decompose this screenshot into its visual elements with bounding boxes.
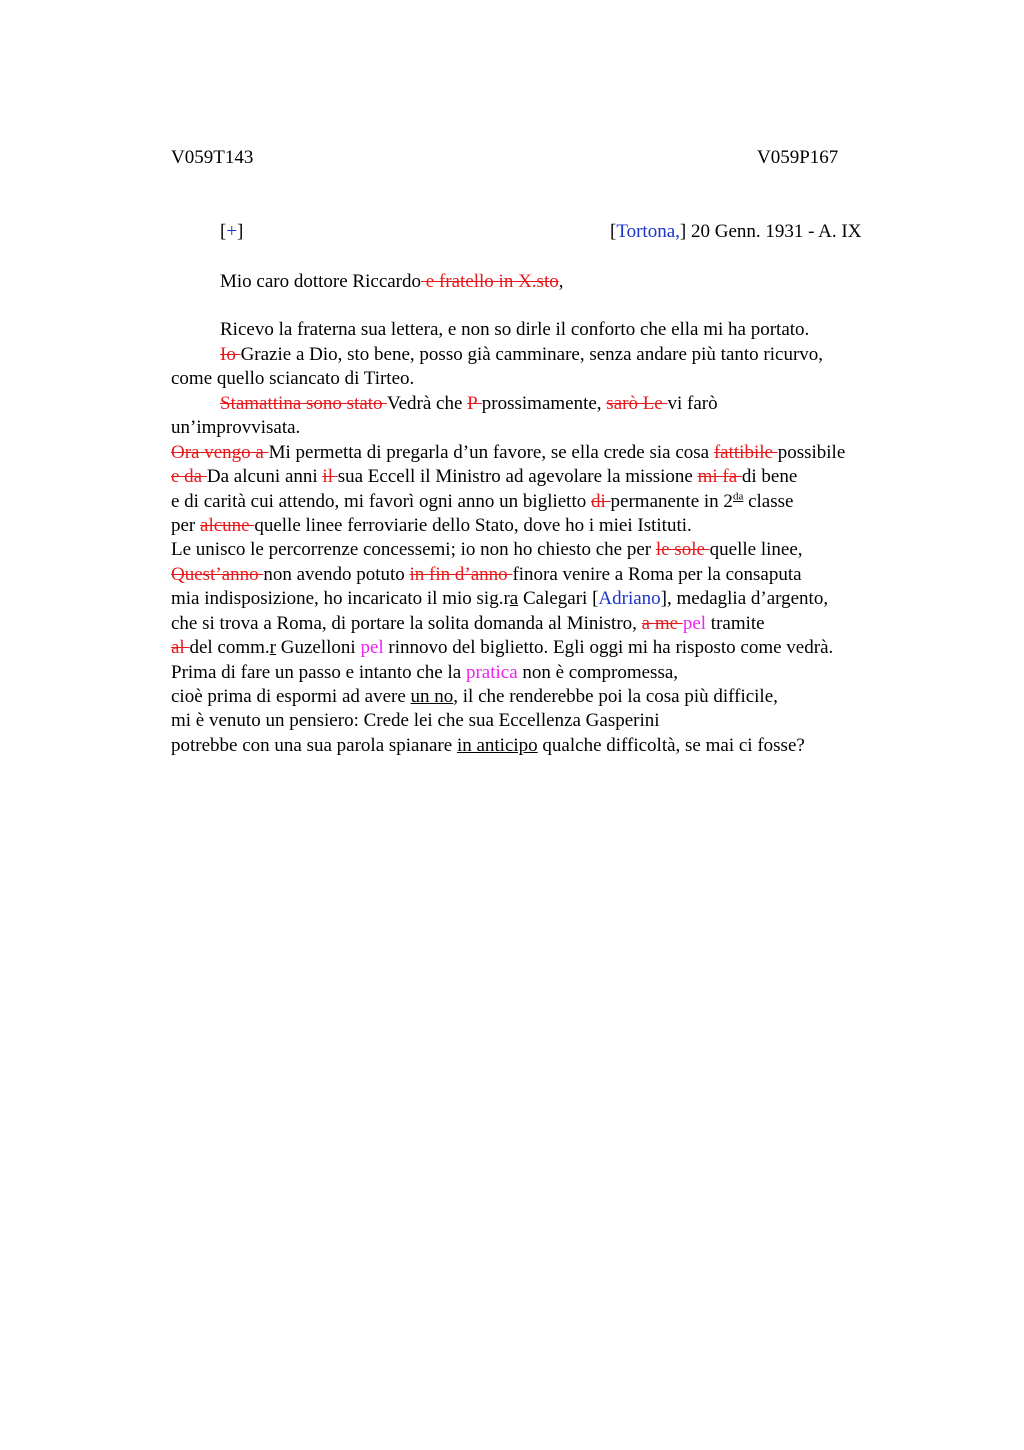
text: finora venire a Roma per la consaputa	[512, 564, 802, 585]
salutation-text: Mio caro dottore Riccardo	[220, 271, 422, 292]
text: quelle linee ferroviarie dello Stato, dove ho i miei Istituti.	[254, 515, 692, 536]
line-3	[171, 367, 414, 391]
text: tramite	[706, 613, 765, 634]
text: che si trova a Roma, di portare la solita domanda al Ministro,	[171, 613, 642, 634]
salutation-comma: ,	[558, 271, 564, 292]
text: Vedrà che	[386, 393, 468, 414]
line-15	[171, 661, 678, 685]
deleted-text: in fin d’anno	[409, 564, 513, 585]
text: Guzelloni	[276, 637, 361, 658]
text: Da alcuni anni	[206, 466, 323, 487]
text: cioè prima di espormi ad avere	[171, 686, 411, 707]
text: e di carità cui attendo, mi favorì ogni anno un biglietto	[171, 491, 591, 512]
text: qualche difficoltà, se mai ci fosse?	[537, 735, 805, 756]
deleted-text: mi fa	[697, 466, 742, 487]
line-11	[171, 563, 802, 587]
deleted-text: fattibile	[713, 442, 778, 463]
text: Mi permetta di pregarla d’un favore, se ella crede sia cosa	[268, 442, 714, 463]
line-16	[171, 685, 778, 709]
line-12	[171, 587, 828, 611]
text: come quello sciancato di Tirteo.	[171, 368, 415, 389]
text: di bene	[741, 466, 798, 487]
place-close: ]	[679, 221, 687, 242]
underlined-text: a	[509, 588, 519, 609]
date-text: 20 Genn. 1931 - A. IX	[686, 221, 862, 242]
line-5	[171, 416, 300, 440]
inserted-text: pel	[360, 637, 384, 658]
header-left-code: V059T143	[171, 147, 254, 168]
underlined-text: un no	[410, 686, 454, 707]
text: per	[171, 515, 201, 536]
underlined-text: in anticipo	[456, 735, 538, 756]
line-10	[171, 538, 803, 562]
deleted-text: di	[591, 491, 611, 512]
text: non avendo potuto	[263, 564, 410, 585]
text: Grazie a Dio, sto bene, posso già camminare, senza andare più tanto ricurvo,	[240, 344, 824, 365]
text: mia indisposizione, ho incaricato il mio sig.r	[171, 588, 510, 609]
line-4	[220, 392, 718, 416]
cross-open: [	[220, 221, 227, 242]
line-13	[171, 612, 765, 636]
header-right-code: V059P167	[757, 147, 839, 168]
deleted-text: Quest’anno	[171, 564, 264, 585]
deleted-text: sarò Le	[606, 393, 668, 414]
line-18	[171, 734, 805, 758]
text: quelle linee,	[709, 539, 803, 560]
deleted-text: al	[171, 637, 190, 658]
text: sua Eccell il Ministro ad agevolare la missione	[337, 466, 698, 487]
underlined-text: r	[269, 637, 276, 658]
editorial-text: Adriano	[598, 588, 661, 609]
text: vi farò	[667, 393, 718, 414]
line-7	[171, 465, 797, 489]
line-1	[220, 318, 809, 342]
deleted-text: a me	[641, 613, 683, 634]
text: Calegari [	[518, 588, 599, 609]
line-9	[171, 514, 692, 538]
line-17	[171, 709, 660, 733]
deleted-text: e da	[171, 466, 207, 487]
place-open: [	[610, 221, 617, 242]
deleted-text: Io	[220, 344, 241, 365]
line-6	[171, 441, 845, 465]
line-8	[171, 490, 793, 514]
letter-date	[610, 220, 861, 244]
line-14	[171, 636, 833, 660]
text: ], medaglia d’argento,	[660, 588, 829, 609]
text: classe	[743, 491, 794, 512]
deleted-text: Ora vengo a	[171, 442, 269, 463]
text: Le unisco le percorrenze concessemi; io non ho chiesto che per	[171, 539, 656, 560]
cross-icon: +	[226, 221, 238, 242]
text: del comm.	[189, 637, 270, 658]
text: non è compromessa,	[517, 662, 679, 683]
deleted-text: alcune	[200, 515, 255, 536]
line-2	[220, 343, 823, 367]
salutation-deleted: e fratello in X.sto	[421, 271, 559, 292]
text: Ricevo la fraterna sua lettera, e non so dirle il conforto che ella mi ha portato.	[220, 319, 810, 340]
deleted-text: P	[467, 393, 482, 414]
superscript-text: da	[732, 490, 744, 503]
text: rinnovo del biglietto. Egli oggi mi ha risposto come vedrà.	[383, 637, 834, 658]
text: Prima di fare un passo e intanto che la	[171, 662, 466, 683]
deleted-text: Stamattina sono stato	[220, 393, 387, 414]
deleted-text: le sole	[655, 539, 710, 560]
text: , il che renderebbe poi la cosa più difficile,	[453, 686, 778, 707]
inserted-text: pel	[682, 613, 707, 634]
text: permanente in 2	[610, 491, 733, 512]
inserted-text: pratica	[465, 662, 518, 683]
text: potrebbe con una sua parola spianare	[171, 735, 457, 756]
text: mi è venuto un pensiero: Crede lei che sua Eccellenza Gasperini	[171, 710, 660, 731]
text: prossimamente,	[481, 393, 607, 414]
text: possibile	[777, 442, 846, 463]
text: un’improvvisata.	[171, 417, 301, 438]
cross-marker	[220, 220, 243, 244]
cross-close: ]	[237, 221, 244, 242]
salutation	[220, 270, 563, 294]
place-name: Tortona,	[616, 221, 680, 242]
deleted-text: il	[322, 466, 338, 487]
